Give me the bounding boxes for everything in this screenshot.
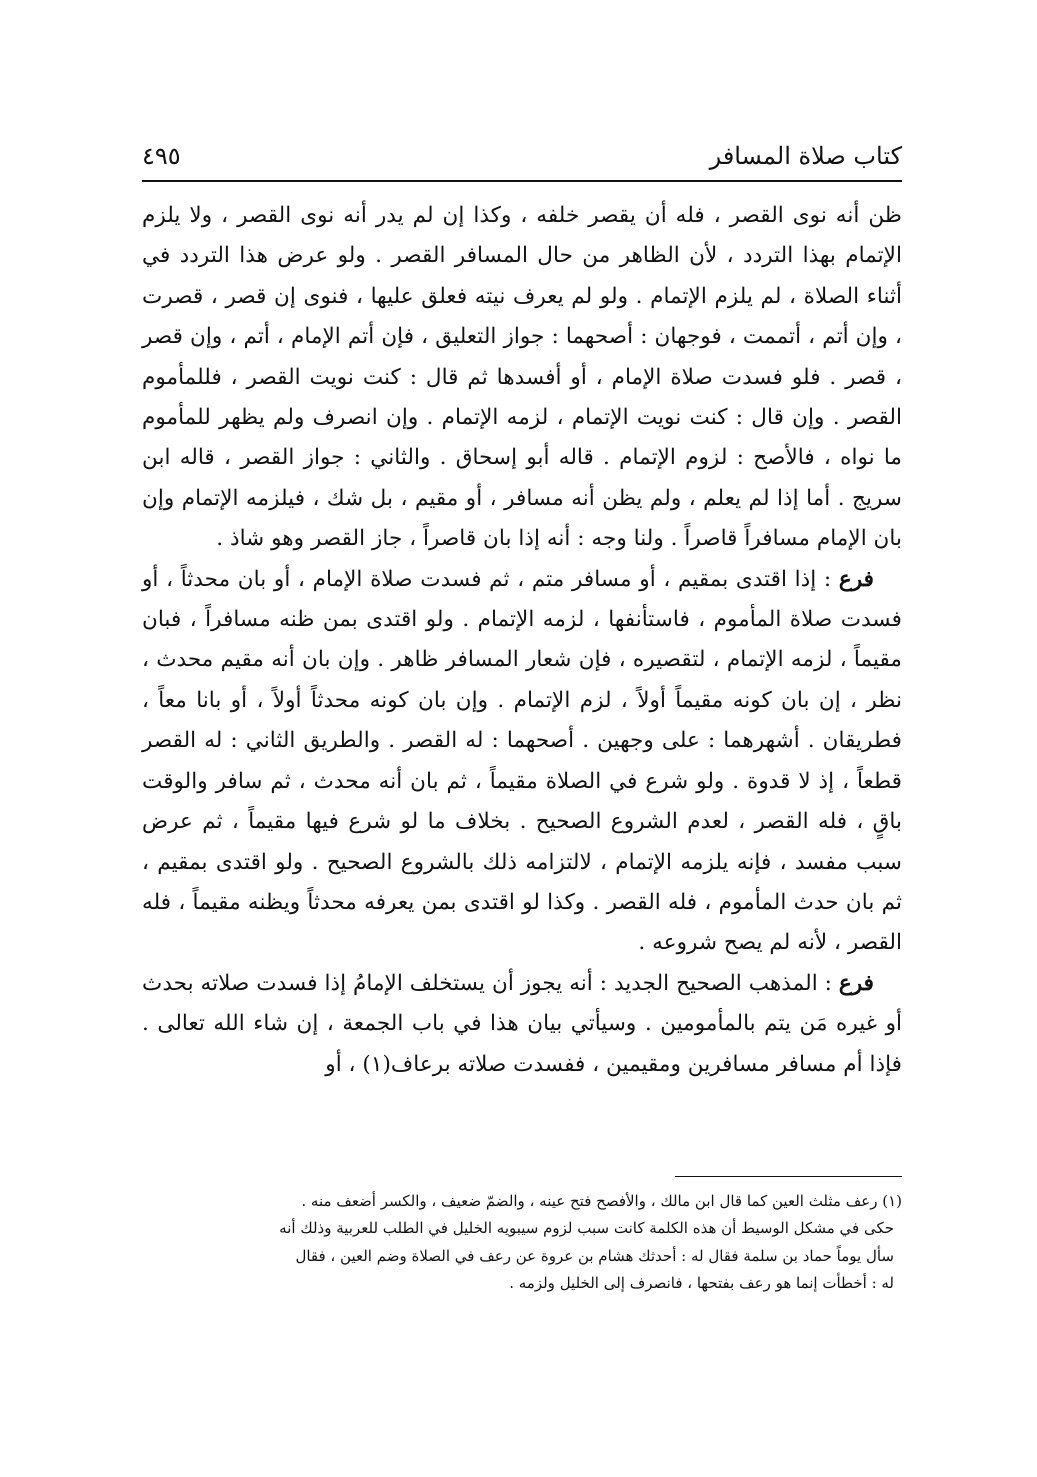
footnote-line: سأل يوماً حماد بن سلمة فقال له : أحدثك هشام بن عروة عن رعف في الصلاة وضم العين ، فقال bbox=[295, 1246, 894, 1265]
paragraph-label: فرع bbox=[838, 970, 874, 996]
footnote bbox=[142, 1188, 902, 1297]
paragraph-3 bbox=[142, 964, 902, 1085]
paragraph-text: : إذا اقتدى بمقيم ، أو مسافر متم ، ثم فسدت صلاة الإمام ، أو بان محدثاً ، أو فسدت صلاة المأموم ، فاستأنفها ، لزمه الإتمام . ولو اقتدى بمن ظنه مسافراً ، فبان مقيماً ، لزمه الإتمام ، لتقصيره ، فإن شعار المسافر ظاهر . وإن بان أنه مقيم محدث ، نظر ، إن بان كونه مقيماً أولاً ، لزم الإتمام . وإن بان كونه محدثاً أولاً ، أو بانا معاً ، فطريقان . أشهرهما : على وجهين . أصحهما : له القصر . والطريق الثاني : له القصر قطعاً ، إذ لا قدوة . ولو شرع في الصلاة مقيماً ، ثم بان أنه محدث ، ثم سافر والوقت باقٍ ، فله القصر ، لعدم الشروع الصحيح . بخلاف ما لو شرع فيها مقيماً ، ثم عرض سبب مفسد ، فإنه يلزمه الإتمام ، لالتزامه ذلك بالشروع الصحيح . ولو اقتدى بمقيم ، ثم بان حدث المأموم ، فله القصر . وكذا لو اقتدى بمن يعرفه محدثاً ويظنه مقيماً ، فله القصر ، لأنه لم يصح شروعه . bbox=[142, 566, 902, 956]
paragraph-text: : المذهب الصحيح الجديد : أنه يجوز أن يستخلف الإمامُ إذا فسدت صلاته بحدث أو غيره مَن يتم بالمأمومين . وسيأتي بيان هذا في باب الجمعة ، إن شاء الله تعالى . فإذا أم مسافر مسافرين ومقيمين ، ففسدت صلاته برعاف(١) ، أو bbox=[142, 970, 902, 1077]
paragraph-label: فرع bbox=[838, 566, 874, 592]
page-number: ٤٩٥ bbox=[142, 142, 181, 170]
paragraph-text: ظن أنه نوى القصر ، فله أن يقصر خلفه ، وكذا إن لم يدر أنه نوى القصر ، ولا يلزم الإتمام بهذا التردد ، لأن الظاهر من حال المسافر القصر . ولو عرض هذا التردد في أثناء الصلاة ، لم يلزم الإتمام . ولو لم يعرف نيته فعلق عليها ، فنوى إن قصر ، قصرت ، وإن أتم ، أتممت ، فوجهان : أصحهما : جواز التعليق ، فإن أتم الإمام ، أتم ، وإن قصر ، قصر . فلو فسدت صلاة الإمام ، أو أفسدها ثم قال : كنت نويت القصر ، فللمأموم القصر . وإن قال : كنت نويت الإتمام ، لزمه الإتمام . وإن انصرف ولم يظهر للمأموم ما نواه ، فالأصح : لزوم الإتمام . قاله أبو إسحاق . والثاني : جواز القصر ، قاله ابن سريج . أما إذا لم يعلم ، ولم يظن أنه مسافر ، أو مقيم ، بل شك ، فيلزمه الإتمام وإن بان الإمام مسافراً قاصراً . ولنا وجه : أنه إذا بان قاصراً ، جاز القصر وهو شاذ . bbox=[142, 203, 902, 552]
footnote-line: (١) رعف مثلث العين كما قال ابن مالك ، والأفصح فتح عينه ، والضمّ ضعيف ، والكسر أضعف منه . bbox=[301, 1192, 902, 1210]
paragraph-2 bbox=[142, 560, 902, 964]
footnote-separator bbox=[675, 1176, 902, 1177]
main-text bbox=[142, 196, 902, 1085]
footnote-line: حكى في مشكل الوسيط أن هذه الكلمة كانت سبب لزوم سيبويه الخليل في الطلب للعربية وذلك أنه bbox=[279, 1219, 894, 1238]
chapter-title: كتاب صلاة المسافر bbox=[709, 142, 902, 170]
footnote-line: له : أخطأت إنما هو رعف بفتحها ، فانصرف إلى الخليل ولزمه . bbox=[509, 1273, 894, 1292]
paragraph-1 bbox=[142, 196, 902, 560]
page-header bbox=[142, 140, 902, 182]
